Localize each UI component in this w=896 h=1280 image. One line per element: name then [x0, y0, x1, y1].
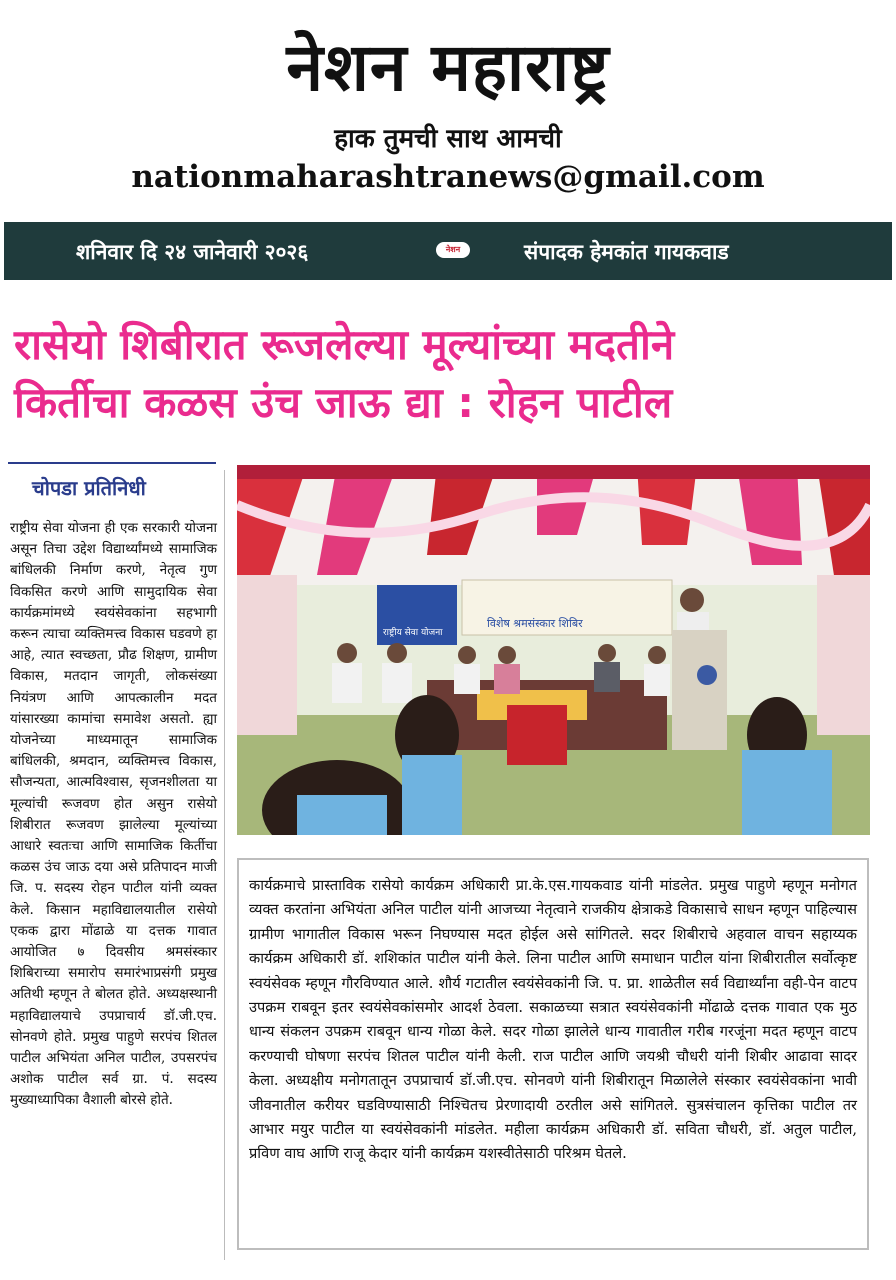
article-body-box: [237, 858, 869, 1250]
dateline-bar: [4, 222, 892, 280]
headline-line-2: किर्तीचा कळस उंच जाऊ द्या : रोहन पाटील: [14, 378, 673, 427]
issue-date: शनिवार दि २४ जानेवारी २०२६: [76, 240, 309, 264]
editor-name: संपादक हेमकांत गायकवाड: [524, 240, 729, 264]
tent-canopy: [237, 465, 870, 595]
nss-banner-text: राष्ट्रीय सेवा योजना: [383, 628, 443, 638]
article-byline: चोपडा प्रतिनिधी: [32, 476, 146, 500]
newspaper-name: नेशन महाराष्ट्र: [286, 29, 610, 106]
column-divider: [224, 470, 225, 1260]
event-photo: [237, 465, 870, 835]
event-photo-illustration: [237, 465, 870, 835]
newspaper-logo-icon: नेशन: [436, 242, 470, 258]
newspaper-email: nationmaharashtranews@gmail.com: [131, 159, 765, 195]
article-left-column: राष्ट्रीय सेवा योजना ही एक सरकारी योजना असून तिचा उद्देश विद्यार्थ्यांमध्ये सामाजिक बांधिलकी निर्माण करणे, नेतृत्व गुण विकसित करणे आणि सामुदायिक सेवा कार्यक्रमांमध्ये स्वयंसेवकांना सहभागी करून त्याचा व्यक्तिमत्त्व विकास घडवणे हा आहे, त्यात स्वच्छता, प्रौढ शिक्षण, ग्रामीण विकास, मतदान जागृती, लोकसंख्या नियंत्रण आणि आपत्कालीन मदत यांसारख्या कामांचा समावेश असतो. ह्या योजनेच्या माध्यमातून सामाजिक बांधिलकी, श्रमदान, व्यक्तिमत्त्व विकास, सौजन्यता, आत्मविश्वास, सृजनशीलता या मूल्यांची रूजवण होत असुन रासेयो शिबीरात रूजवण झालेल्या मूल्यांच्या आधारे स्वतःचा आणि सामाजिक किर्तीचा कळस उंच जाऊ दया असे प्रतिपादन माजी जि. प. सदस्य रोहन पाटील यांनी व्यक्त केले. किसान महाविद्यालयातील रासेयो एकक द्वारा मोंढाळे या दत्तक गावात आयोजित ७ दिवसीय श्रमसंस्कार शिबिराच्या समारोप समारंभाप्रसंगी प्रमुख अतिथी म्हणून ते बोलत होते. अध्यक्षस्थानी महाविद्यालयाचे उपप्राचार्य डॉ.जी.एच. सोनवणे होते. प्रमुख पाहुणे सरपंच शितल पाटील अभियंता अनिल पाटील, उपसरपंच अशोक पाटील सर्व ग्रा. पं. सदस्य मुख्याध्यापिका वैशाली बोरसे होते.: [10, 520, 217, 1109]
masthead: [0, 28, 896, 196]
newspaper-tagline: हाक तुमची साथ आमची: [334, 124, 562, 154]
stage-banner-text: विशेष श्रमसंस्कार शिबिर: [487, 617, 583, 630]
article-headline: [14, 316, 884, 432]
article-main-body: कार्यक्रमाचे प्रास्ताविक रासेयो कार्यक्रम अधिकारी प्रा.के.एस.गायकवाड यांनी मांडलेत. प्रमुख पाहुणे म्हणून मनोगत व्यक्त करतांना अभियंता अनिल पाटील यांनी आजच्या नेतृत्वाने राजकीय क्षेत्राकडे विकासाचे साधन म्हणून पाहिल्यास ग्रामीण भागातील विकास भरून निघण्यास मदत होईल असे सांगितले. सदर शिबीराचे अहवाल वाचन सहाय्यक कार्यक्रम अधिकारी डॉ. शशिकांत पाटील यांनी केले. लिना पाटील आणि समाधान पाटील यांना शिबीरातील सर्वोत्कृष्ट स्वयंसेवक म्हणून गौरविण्यात आले. शौर्य गटातील स्वयंसेवकांनी जि. प. प्रा. शाळेतील सर्व विद्यार्थ्यांना वही-पेन वाटप उपक्रम राबवून इतर स्वयंसेवकांसमोर आदर्श ठेवला. सकाळच्या सत्रात स्वयंसेवकांनी मोंढाळे दत्तक गावात एक मुठ धान्य संकलन उपक्रम राबवून धान्य गोळा केले. सदर गोळा झालेले धान्य गावातील गरीब गरजूंना मदत म्हणून वाटप करण्याची घोषणा सरपंच शितल पाटील यांनी केली. राज पाटील आणि जयश्री चौधरी यांनी शिबीर आढावा सादर केला. अध्यक्षीय मनोगतातून उपप्राचार्य डॉ.जी.एच. सोनवणे यांनी शिबीरातून मिळालेले संस्कार स्वयंसेवकांना भावी जीवनातील करीयर घडविण्यासाठी निश्चितच प्रेरणादायी ठरतील असे सांगितले. सुत्रसंचालन कृत्तिका पाटील तर आभार मयुर पाटील या स्वयंसेवकांनी मांडलेत. महीला कार्यक्रम अधिकारी डॉ. सविता चौधरी, डॉ. अतुल पाटील, प्रविण वाघ आणि राजू केदार यांनी कार्यक्रम यशस्वीतेसाठी परिश्रम घेतले.: [249, 877, 857, 1163]
headline-line-1: रासेयो शिबीरात रूजलेल्या मूल्यांच्या मदतीने: [14, 320, 675, 369]
byline-box: [8, 462, 216, 508]
